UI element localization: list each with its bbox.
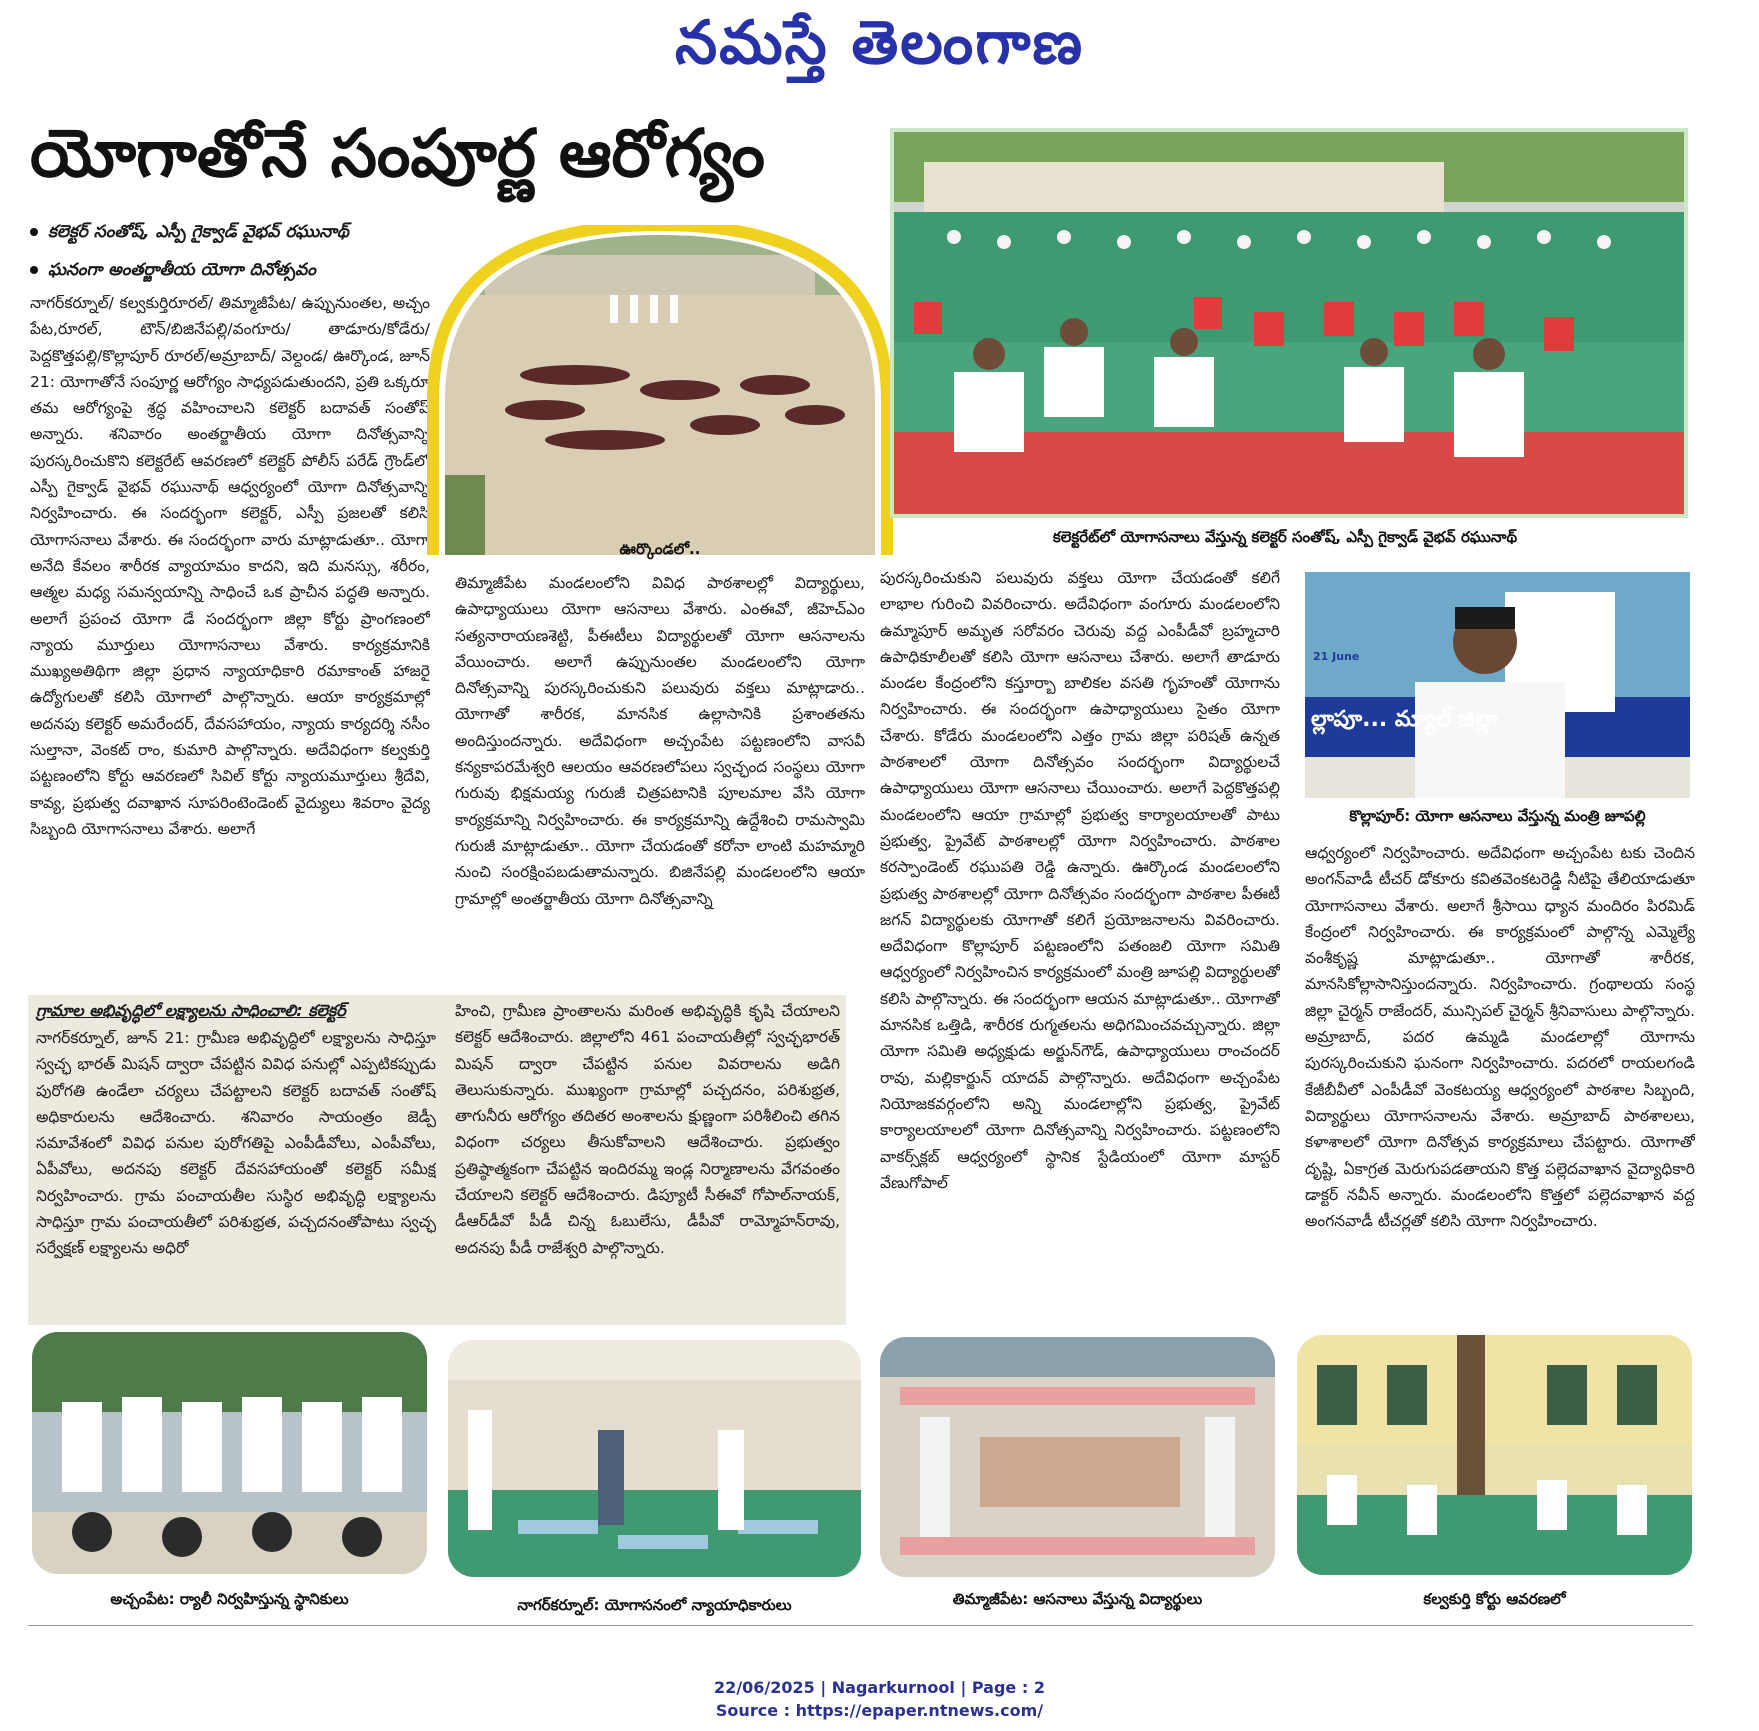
collectorate-yoga-photo [890, 128, 1688, 518]
collectorate-yoga-image [894, 132, 1684, 514]
footer-source: Source : https://epaper.ntnews.com/ [715, 1701, 1044, 1720]
thimmajipet-students-photo [880, 1337, 1275, 1577]
sub-headlines [30, 222, 430, 298]
article-column-1: నాగర్‌కర్నూల్/ కల్వకుర్తిరూరల్/ తిమ్మాజీపేట/ ఉప్పునుంతల, అచ్చం పేట,రూరల్, టౌన్/బిజినేపల్లి/వంగూరు/ తాడూరు/కోడేరు/పెద్దకొత్తపల్లి/కొల్లాపూర్ రూరల్/అమ్రాబాద్/ వెల్దండ/ ఊర్కొండ, జూన్ 21: యోగాతోనే సంపూర్ణ ఆరోగ్యం సాధ్యపడుతుందని, ప్రతి ఒక్కరూ తమ ఆరోగ్యంపై శ్రద్ధ వహించాలని కలెక్టర్ బదావత్ సంతోష్ అన్నారు. శనివారం అంతర్జాతీయ యోగా దినోత్సవాన్ని పురస్కరించుకొని కలెక్టరేట్ ఆవరణలో కలెక్టర్ పోలీస్ పరేడ్ గ్రౌండ్‌లో ఎస్పీ గైక్వాడ్ వైభవ్ రఘునాథ్ ఆధ్వర్యంలో యోగా దినోత్సవాన్ని నిర్వహించారు. ఈ సందర్భంగా కలెక్టర్, ఎస్పీ ప్రజలతో కలిసి యోగాసనాలు వేశారు. ఈ సందర్భంగా వారు మాట్లాడుతూ.. యోగా అనేది కేవలం శారీరక వ్యాయామం కాదని, ఇది మనస్సు, శరీరం, ఆత్మల మధ్య సమన్వయాన్ని సాధించే ఒక ప్రాచీన పద్ధతి అన్నారు. అలాగే ప్రపంచ యోగా డే సందర్భంగా జిల్లా కోర్టు ప్రాంగణంలో న్యాయ మూర్తులు యోగాసనాలు వేశారు. కార్యక్రమానికి ముఖ్యఅతిథిగా జిల్లా ప్రధాన న్యాయాధికారి రమాకాంత్ హాజరై ఉద్యోగులతో కలిసి యోగాలో పాల్గొన్నారు. ఆయా కార్యక్రమాల్లో అదనపు కలెక్టర్ అమరేందర్, దేవసహాయం, న్యాయ కార్యదర్శి నసీం సుల్తానా, వెంకట్ రాం, కుమారి పాల్గొన్నారు. అదేవిధంగా కల్వకుర్తి పట్టణంలోని కోర్టు ఆవరణలో సివిల్ కోర్టు న్యాయమూర్తులు శ్రీదేవి, కావ్య, ప్రభుత్వ దవాఖాన సూపరింటెండెంట్ వైద్యులు శివరాం వైద్య సిబ్బంది యోగాసనాలు వేశారు. అలాగే [30, 294, 430, 838]
kollapur-photo [1305, 572, 1690, 798]
kalwakurthy-court-image [1297, 1335, 1692, 1575]
caption-kalwakurthy: కల్వకుర్తి కోర్టు ఆవరణలో [1423, 1590, 1566, 1608]
nagarkurnool-court-photo [448, 1340, 861, 1577]
footer-date-page: 22/06/2025 | Nagarkurnool | Page : 2 [714, 1678, 1045, 1697]
caption-urkonda: ఊర్కొండలో.. [619, 540, 701, 558]
box-text-right: హించి, గ్రామీణ ప్రాంతాలను మరింత అభివృద్ధికి కృషి చేయాలని కలెక్టర్ ఆదేశించారు. జిల్లాలోని 461 పంచాయతీల్లో స్వచ్ఛభారత్ మిషన్ ద్వారా చేపట్టిన పనుల వివరాలను అడిగి తెలుసుకున్నారు. ముఖ్యంగా గ్రామాల్లో పచ్చదనం, పరిశుభ్రత, తాగునీరు ఆరోగ్యం తదితర అంశాలను క్షుణ్ణంగా పరిశీలించి తగిన విధంగా చర్యలు తీసుకోవాలని ఆదేశించారు. ప్రభుత్వం ప్రతిష్ఠాత్మకంగా చేపట్టిన ఇందిరమ్మ ఇండ్ల నిర్మాణాలను వేగవంతం చేయాలని కలెక్టర్ ఆదేశించారు. డిప్యూటీ సీఈవో గోపాల్‌నాయక్, డీఆర్‌డీవో పీడీ చిన్న ఓబులేసు, డీపీవో రామ్మోహన్‌రావు, అదనపు పీడీ రాజేశ్వరి పాల్గొన్నారు. [455, 1002, 840, 1257]
urkonda-photo-frame [425, 225, 895, 555]
urkonda-photo [425, 225, 895, 555]
bottom-divider [28, 1625, 1693, 1626]
kalwakurthy-court-photo [1297, 1335, 1692, 1575]
banner-district: ల్లాపూ... మ్యాల్ జిల్లా [1311, 707, 1498, 732]
box-text-left: నాగర్‌కర్నూల్, జూన్ 21: గ్రామీణ అభివృద్ధిలో లక్ష్యాలను సాధిస్తూ స్వచ్ఛ భారత్ మిషన్ ద్వారా చేపట్టిన వివిధ పనుల్లో ఎప్పటికప్పుడు పురోగతి ఉండేలా చర్యలు చేపట్టాలని కలెక్టర్ బదావత్ సంతోష్ అధికారులను ఆదేశించారు. శనివారం సాయంత్రం జెడ్పీ సమావేశంలో వివిధ పనుల పురోగతిపై ఎంపీడీవోలు, ఎంపీవోలు, ఏపీవోలు, అదనపు కలెక్టర్ దేవసహాయంతో కలెక్టర్ సమీక్ష నిర్వహించారు. గ్రామ పంచాయతీల సుస్థిర అభివృద్ధి లక్ష్యాలను సాధిస్తూ గ్రామ పంచాయతీలో పరిశుభ్రత, పచ్చదనంతోపాటు స్వచ్ఛ సర్వేక్షణ్ లక్ష్యాలను అధిరో [36, 1029, 436, 1258]
bullet-icon [30, 266, 38, 274]
caption-collectorate: కలెక్టరేట్‌లో యోగాసనాలు వేస్తున్న కలెక్టర్ సంతోష్, ఎస్పీ గైక్వాడ్ వైభవ్ రఘునాథ్ [1052, 528, 1518, 546]
caption-nagarkurnool: నాగర్‌కర్నూల్: యోగాసనంలో న్యాయాధికారులు [517, 1596, 792, 1614]
article-column-2: తిమ్మాజీపేట మండలంలోని వివిధ పాఠశాలల్లో విద్యార్థులు, ఉపాధ్యాయులు యోగా ఆసనాలు వేశారు. ఎంఈవో, జీహెచ్‌ఎం సత్యనారాయణశెట్టి, పీఈటీలు విద్యార్థులతో యోగా ఆసనాలను వేయించారు. అలాగే ఉప్పునుంతల మండలంలోని యోగా దినోత్సవాన్ని పురస్కరించుకుని పలువురు వక్తలు మాట్లాడారు.. యోగాతో శారీరక, మానసిక ఉల్లాసానికి ప్రశాంతతను అందిస్తుందన్నారు. అదేవిధంగా అచ్చంపేట పట్టణంలోని వాసవీ కన్యకాపరమేశ్వరి ఆలయం ఆవరణలోపలు స్వచ్ఛంద సంస్థలు యోగా గురువు భిక్షమయ్య గురుజీ చిత్రపటానికి పూలమాల వేసి యోగా కార్యక్రమాన్ని నిర్వహించారు. ఈ కార్యక్రమాన్ని ఉద్దేశించి రామస్వామి గురుజీ మాట్లాడుతూ.. యోగా చేయడంతో కరోనా లాంటి మహమ్మారి నుంచి సంరక్షింపబడుతామన్నారు. బిజినేపల్లి మండలంలోని ఆయా గ్రామాల్లో అంతర్జాతీయ యోగా దినోత్సవాన్ని [455, 574, 865, 908]
caption-kollapur: కొల్లాపూర్: యోగా ఆసనాలు వేస్తున్న మంత్రి జూపల్లి [1349, 807, 1646, 825]
headline: యోగాతోనే సంపూర్ణ ఆరోగ్యం [30, 115, 765, 192]
box-heading: గ్రామాల అభివృద్ధిలో లక్ష్యాలను సాధించాలి: కలెక్టర్ [36, 1001, 346, 1020]
article-column-4: ఆధ్వర్యంలో నిర్వహించారు. అదేవిధంగా అచ్చంపేట టకు చెందిన అంగన్‌వాడీ టీచర్ డోకూరు కవితవెంకటరెడ్డి నీటిపై తేలియాడుతూ యోగాసనాలు వేశారు. అలాగే శ్రీసాయి ధ్యాన మందిరం పిరమిడ్ కేంద్రంలో నిర్వహించారు. ఈ కార్యక్రమంలో పాల్గొన్న ఎమ్మెల్యే వంశీకృష్ణ మాట్లాడుతూ.. యోగాతో శారీరక, మానసికోల్లాసానిస్తుందన్నారు. నిర్వహించారు. గ్రంథాలయ సంస్థ జిల్లా చైర్మన్ రాజేందర్, మున్సిపల్ చైర్మన్ శ్రీనివాసులు పాల్గొన్నారు. అమ్రాబాద్, పదర ఉమ్మడి మండలాల్లో యోగాను పురస్కరించుకుని ఘనంగా నిర్వహించారు. పదరలో రాయలగండి కేజీబీవీలో ఎంపీడీవో వెంకటయ్య ఆధ్వర్యంలో పాఠశాల సిబ్బంది, విద్యార్థులు యోగాసనాలను వేశారు. అమ్రాబాద్ పాఠశాలలు, కళాశాలలో యోగా దినోత్సవ కార్యక్రమాలు చేపట్టారు. యోగాతో దృష్టి, ఏకాగ్రత మెరుగుపడతాయని కొత్త పల్లెదవాఖాన వైద్యాధికారి డాక్టర్ నవీన్ అన్నారు. మండలంలోని కొత్తలో పల్లెదవాఖాన వద్ద అంగనవాడీ టీచర్లతో కలిసి యోగా నిర్వహించారు. [1305, 844, 1695, 1231]
sub-headline-1: కలెక్టర్ సంతోష్, ఎస్పీ గైక్వాడ్ వైభవ్ రఘునాథ్ [30, 222, 430, 246]
achampet-rally-image [32, 1332, 427, 1574]
caption-achampet: అచ్చంపేట: ర్యాలీ నిర్వహిస్తున్న స్థానికులు [110, 1590, 349, 1608]
sub-headline-2: ఘనంగా అంతర్జాతీయ యోగా దినోత్సవం [30, 260, 430, 284]
achampet-rally-photo [32, 1332, 427, 1574]
banner-date: 21 June [1313, 650, 1360, 663]
kollapur-image [1305, 572, 1690, 798]
thimmajipet-students-image [880, 1337, 1275, 1577]
article-column-3: పురస్కరించుకుని పలువురు వక్తలు యోగా చేయడంతో కలిగే లాభాల గురించి వివరించారు. అదేవిధంగా వంగూరు మండలంలోని ఉమ్మాపూర్ అమృత సరోవరం చెరువు వద్ద ఎంపీడీవో బ్రహ్మచారి ఉపాధికూలీలతో కలిసి యోగా ఆసనాలు చేశారు. అలాగే తాడూరు మండల కేంద్రంలోని కస్తూర్బా బాలికల వసతి గృహంతో యోగాను నిర్వహించారు. ఈ సందర్భంగా ఉపాధ్యాయులు సైతం యోగా చేశారు. కోడేరు మండలంలోని ఎత్తం గ్రామ జిల్లా పరిషత్ ఉన్నత పాఠశాలలో యోగా దినోత్సవం సందర్భంగా విద్యార్థులచే ఉపాధ్యాయులు యోగా ఆసనాలు చేయించారు. అలాగే పెద్దకొత్తపల్లి మండలంలోని ఆయా గ్రామాల్లో ప్రభుత్వ కార్యాలయాలతో పాటు ప్రభుత్వ, ప్రైవేట్ పాఠశాలల్లో యోగా నిర్వహించారు. పాఠశాల కరస్పాండెంట్ రఘుపతి రెడ్డి ఉన్నారు. ఊర్కొండ మండలంలోని ప్రభుత్వ పాఠశాలల్లో యోగా దినోత్సవం సందర్భంగా పాఠశాల పీఈటీ జగన్ విద్యార్థులకు యోగాతో కలిగే ప్రయోజనాలను వివరించారు. అదేవిధంగా కొల్లాపూర్ పట్టణంలోని పతంజలి యోగా సమితి ఆధ్వర్యంలో నిర్వహించిన కార్యక్రమంలో మంత్రి జూపల్లి విద్యార్థులతో కలిసి పాల్గొన్నారు. ఈ సందర్భంగా ఆయన మాట్లాడుతూ.. యోగాతో మానసిక ఒత్తిడి, శారీరక రుగ్మతలను అధిగమించవచ్చున్నారు. జిల్లా యోగా సమితి అధ్యక్షుడు అర్జున్‌గౌడ్, ఉపాధ్యాయులు రాంచందర్ రావు, మల్లికార్జున్ యాదవ్ పాల్గొన్నారు. అదేవిధంగా అచ్చంపేట నియోజకవర్గంలోని అన్ని మండలాల్లోని ప్రభుత్వ, ప్రైవేట్ కార్యాలయాలలో యోగా దినోత్సవాన్ని నిర్వహించారు. పట్టణంలోని వాకర్స్‌క్లబ్ ఆధ్వర్యంలో స్థానిక స్టేడియంలో యోగా మాస్టర్ వేణుగోపాల్ [880, 569, 1280, 1192]
masthead: నమస్తే తెలంగాణ [674, 8, 1085, 78]
nagarkurnool-court-image [448, 1340, 861, 1577]
caption-thimmajipet: తిమ్మాజీపేట: ఆసనాలు వేస్తున్న విద్యార్థులు [952, 1590, 1203, 1608]
bullet-icon [30, 228, 38, 236]
